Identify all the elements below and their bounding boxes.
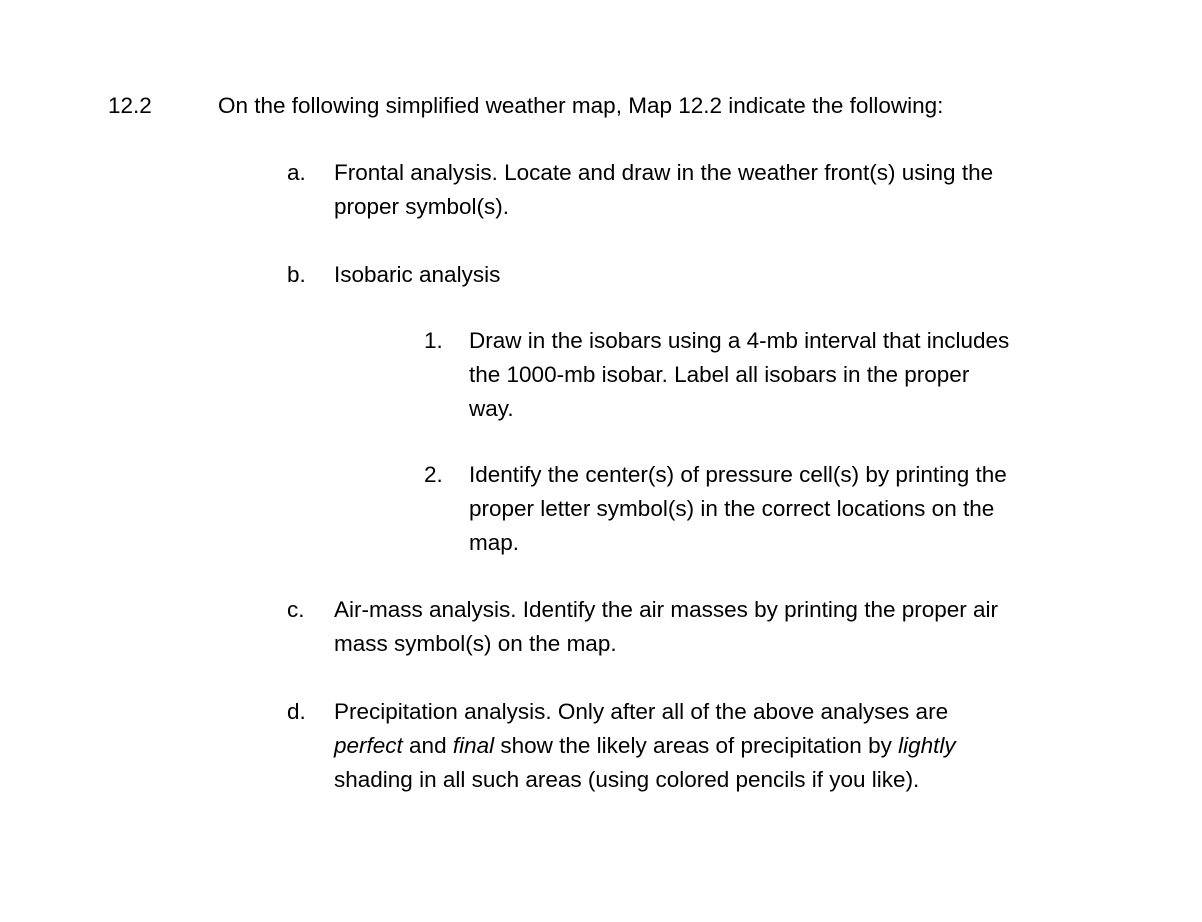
subitem-text-line: map. (469, 530, 520, 555)
item-text-line: Frontal analysis. Locate and draw in the weather front(s) using the (334, 160, 994, 185)
subitem-text-line: way. (469, 396, 514, 421)
emphasis-lightly: lightly (898, 733, 956, 758)
subitem-marker: 2. (424, 462, 443, 487)
text-segment: and (402, 733, 453, 758)
item-text-line (334, 729, 956, 763)
emphasis-final: final (452, 733, 495, 758)
subitem-text-line: proper letter symbol(s) in the correct locations on the (469, 496, 995, 521)
item-text-line: Isobaric analysis (334, 262, 501, 287)
subitem-marker: 1. (424, 328, 443, 353)
text-segment: show the likely areas of precipitation by (494, 733, 899, 758)
item-marker: c. (287, 597, 305, 622)
item-text-line: proper symbol(s). (334, 194, 510, 219)
item-marker: b. (287, 262, 306, 287)
subitem-text-line: Identify the center(s) of pressure cell(s) by printing the (469, 462, 1007, 487)
emphasis-perfect: perfect (334, 733, 403, 758)
item-marker: d. (287, 699, 306, 724)
item-text-line: mass symbol(s) on the map. (334, 631, 617, 656)
subitem-text-line: the 1000-mb isobar. Label all isobars in the proper (469, 362, 970, 387)
question-number: 12.2 (108, 93, 152, 118)
item-text-line: Air-mass analysis. Identify the air masses by printing the proper air (334, 597, 999, 622)
item-marker: a. (287, 160, 306, 185)
question-prompt: On the following simplified weather map, Map 12.2 indicate the following: (218, 93, 944, 118)
item-text-line: shading in all such areas (using colored pencils if you like). (334, 767, 920, 792)
item-text-line: Precipitation analysis. Only after all of the above analyses are (334, 699, 949, 724)
subitem-text-line: Draw in the isobars using a 4-mb interval that includes (469, 328, 1010, 353)
